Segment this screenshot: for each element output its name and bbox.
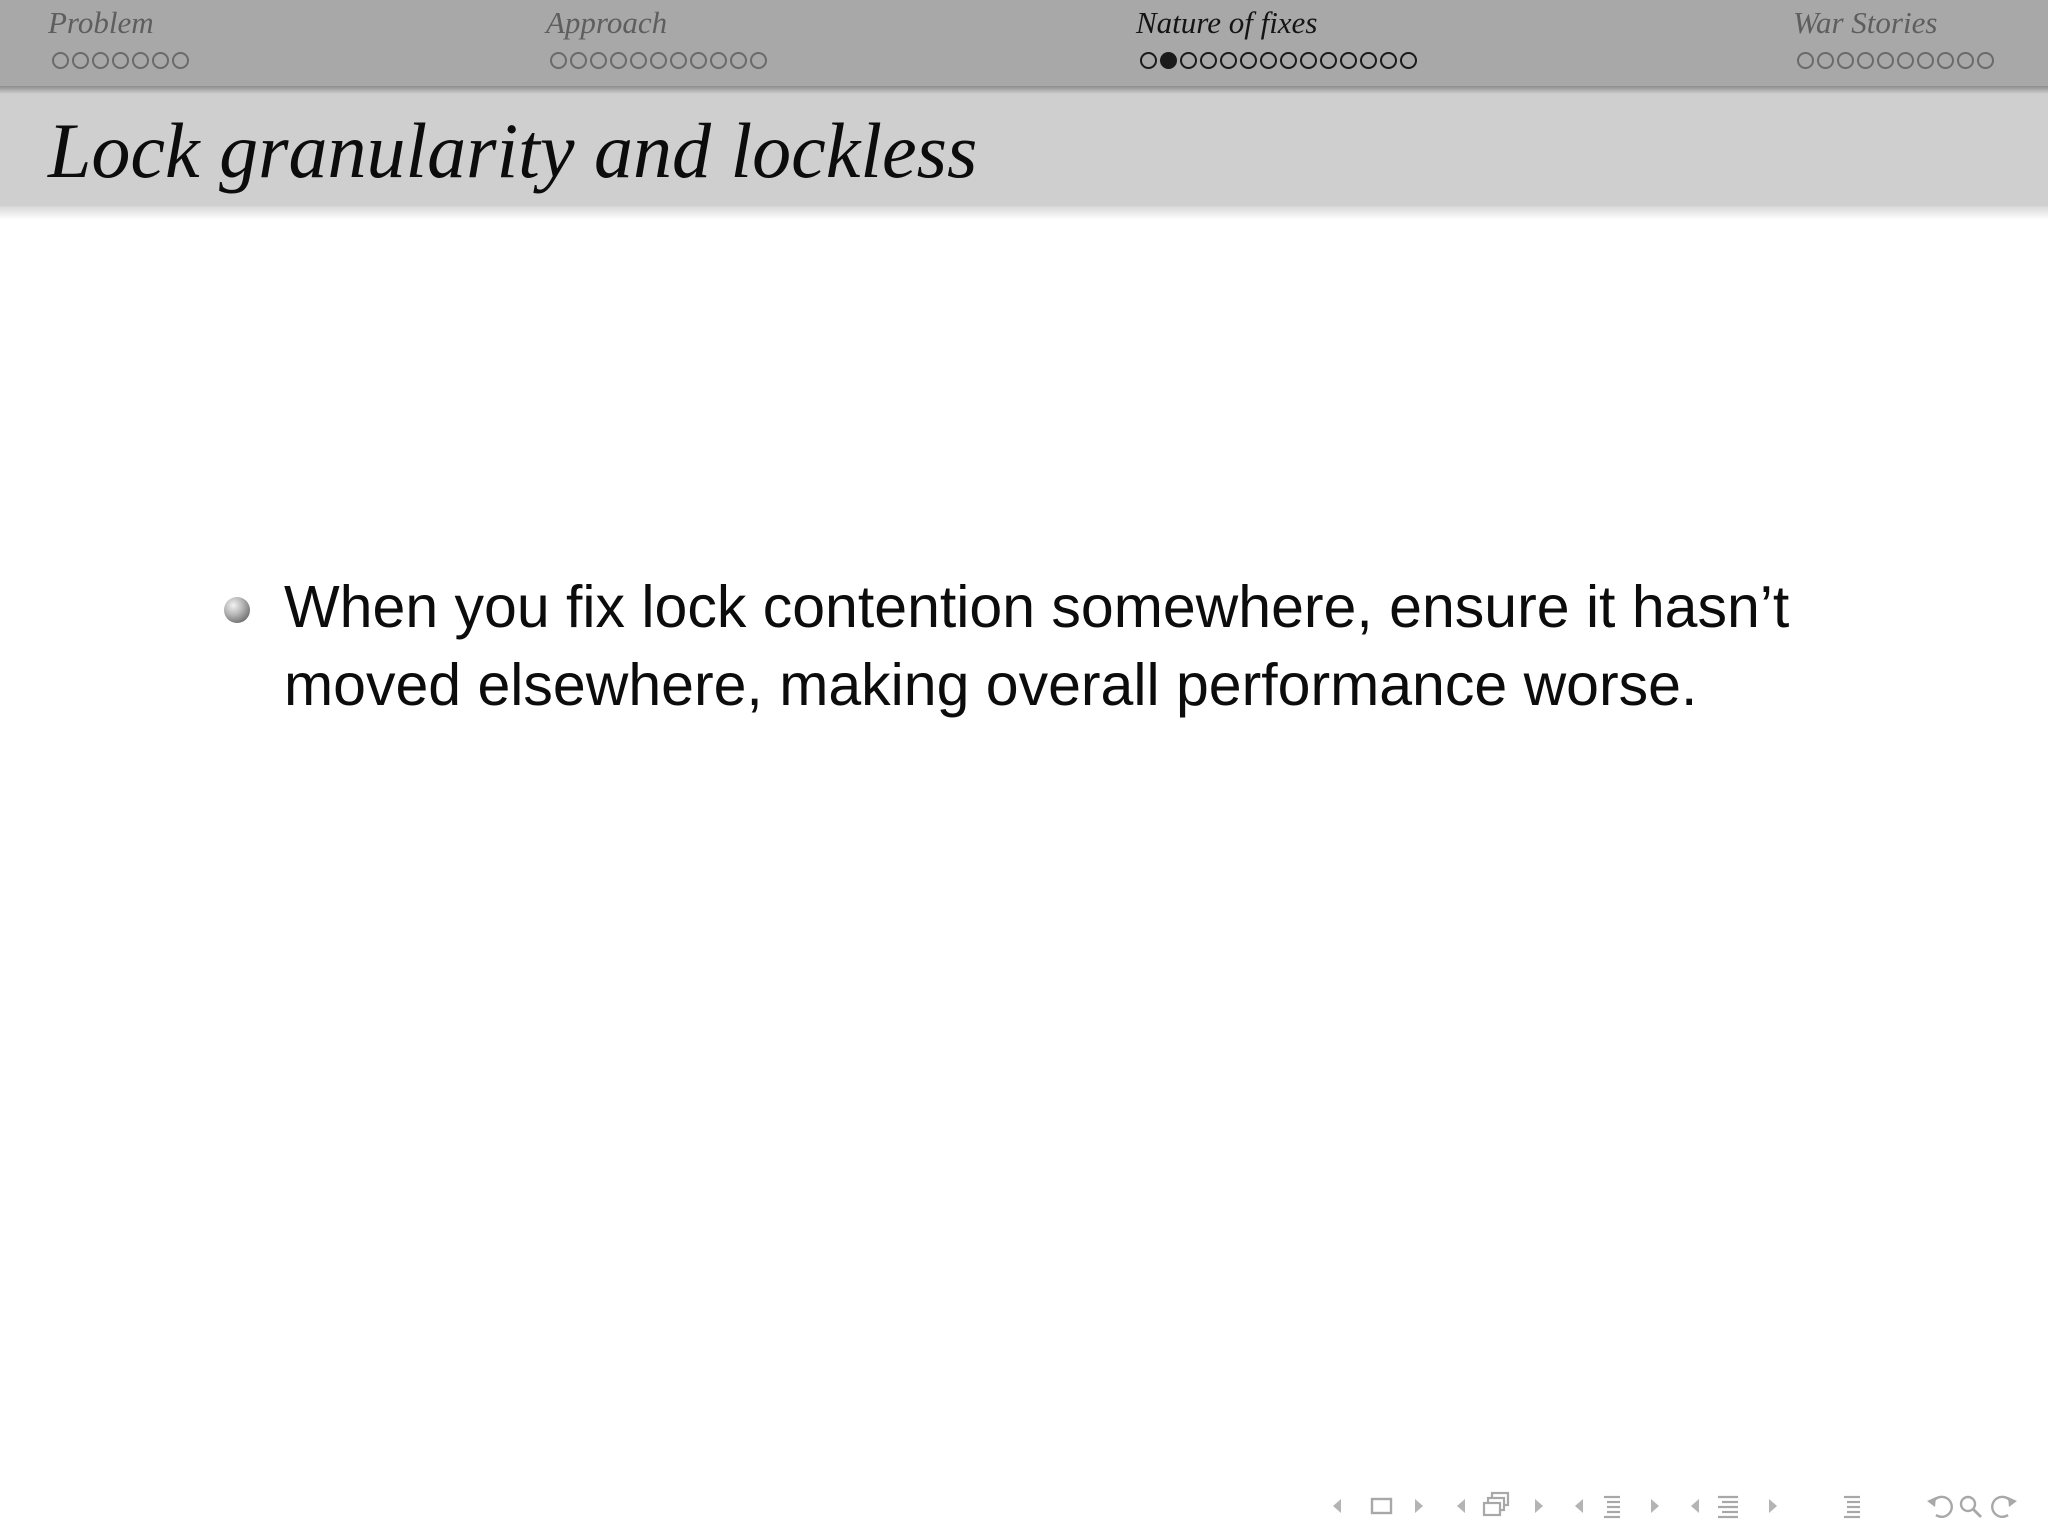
nav-dot[interactable]	[590, 52, 607, 69]
nav-dot[interactable]	[750, 52, 767, 69]
nav-dot[interactable]	[1300, 52, 1317, 69]
nav-dot[interactable]	[730, 52, 747, 69]
document-icon[interactable]	[1714, 1490, 1742, 1522]
nav-dot[interactable]	[670, 52, 687, 69]
nav-dot[interactable]	[92, 52, 109, 69]
nav-dot[interactable]	[610, 52, 627, 69]
nav-dot[interactable]	[1200, 52, 1217, 69]
forward-icon[interactable]	[1988, 1490, 2020, 1522]
nav-dot[interactable]	[112, 52, 129, 69]
nav-dot[interactable]	[1797, 52, 1814, 69]
nav-dot[interactable]	[1817, 52, 1834, 69]
nav-dot[interactable]	[1857, 52, 1874, 69]
arrow-right-icon[interactable]	[1648, 1490, 1662, 1522]
nav-dots	[1140, 52, 1417, 69]
arrow-right-icon[interactable]	[1766, 1490, 1780, 1522]
nav-section-title[interactable]: War Stories	[1793, 5, 1938, 40]
nav-dots	[550, 52, 767, 69]
nav-dot[interactable]	[1320, 52, 1337, 69]
back-icon[interactable]	[1924, 1490, 1956, 1522]
nav-dot[interactable]	[1957, 52, 1974, 69]
nav-dot[interactable]	[1260, 52, 1277, 69]
bullet-item	[222, 568, 1862, 724]
arrow-left-icon[interactable]	[1688, 1490, 1702, 1522]
arrow-left-icon[interactable]	[1572, 1490, 1586, 1522]
frame-title: Lock granularity and lockless	[48, 107, 978, 194]
nav-dot[interactable]	[1977, 52, 1994, 69]
bullet-text: When you fix lock contention somewhere, ensure it hasn’t moved elsewhere, making overall performance worse.	[284, 574, 1790, 718]
nav-dot[interactable]	[690, 52, 707, 69]
nav-dot[interactable]	[1897, 52, 1914, 69]
nav-section-title[interactable]: Approach	[546, 5, 668, 40]
nav-dot-current[interactable]	[1160, 52, 1177, 69]
nav-dot[interactable]	[1360, 52, 1377, 69]
nav-dot[interactable]	[1220, 52, 1237, 69]
nav-dot[interactable]	[630, 52, 647, 69]
nav-dot[interactable]	[1140, 52, 1157, 69]
nav-section-title[interactable]: Nature of fixes	[1136, 5, 1318, 40]
section-navigation	[0, 0, 2048, 86]
nav-dot[interactable]	[1837, 52, 1854, 69]
navigation-controls	[1330, 1490, 2030, 1522]
nav-dot[interactable]	[132, 52, 149, 69]
nav-dot[interactable]	[570, 52, 587, 69]
nav-dot[interactable]	[1877, 52, 1894, 69]
nav-section-problem[interactable]	[48, 0, 154, 38]
nav-section-war-stories[interactable]	[1793, 0, 1937, 38]
nav-dot[interactable]	[1400, 52, 1417, 69]
nav-dots	[1797, 52, 1994, 69]
nav-dots	[52, 52, 189, 69]
subsection-icon[interactable]	[1480, 1490, 1512, 1522]
nav-dot[interactable]	[152, 52, 169, 69]
nav-dot[interactable]	[1240, 52, 1257, 69]
section-icon[interactable]	[1598, 1490, 1626, 1522]
nav-dot[interactable]	[52, 52, 69, 69]
nav-dot[interactable]	[1340, 52, 1357, 69]
nav-dot[interactable]	[1917, 52, 1934, 69]
nav-dot[interactable]	[650, 52, 667, 69]
search-icon[interactable]	[1956, 1490, 1986, 1522]
nav-dot[interactable]	[1180, 52, 1197, 69]
arrow-right-icon[interactable]	[1532, 1490, 1546, 1522]
nav-dot[interactable]	[72, 52, 89, 69]
title-shadow	[0, 206, 2048, 220]
arrow-right-icon[interactable]	[1412, 1490, 1426, 1522]
nav-dot[interactable]	[172, 52, 189, 69]
nav-shadow	[0, 86, 2048, 94]
frame-icon[interactable]	[1368, 1490, 1396, 1522]
arrow-left-icon[interactable]	[1330, 1490, 1344, 1522]
nav-dot[interactable]	[1937, 52, 1954, 69]
outline-icon[interactable]	[1838, 1490, 1866, 1522]
nav-section-nature-of-fixes[interactable]	[1136, 0, 1317, 38]
nav-dot[interactable]	[550, 52, 567, 69]
frame-title-bar	[0, 94, 2048, 206]
nav-section-approach[interactable]	[546, 0, 667, 38]
bullet-ball-icon	[224, 597, 250, 623]
nav-dot[interactable]	[1280, 52, 1297, 69]
arrow-left-icon[interactable]	[1454, 1490, 1468, 1522]
nav-section-title[interactable]: Problem	[48, 5, 154, 40]
nav-dot[interactable]	[710, 52, 727, 69]
nav-dot[interactable]	[1380, 52, 1397, 69]
